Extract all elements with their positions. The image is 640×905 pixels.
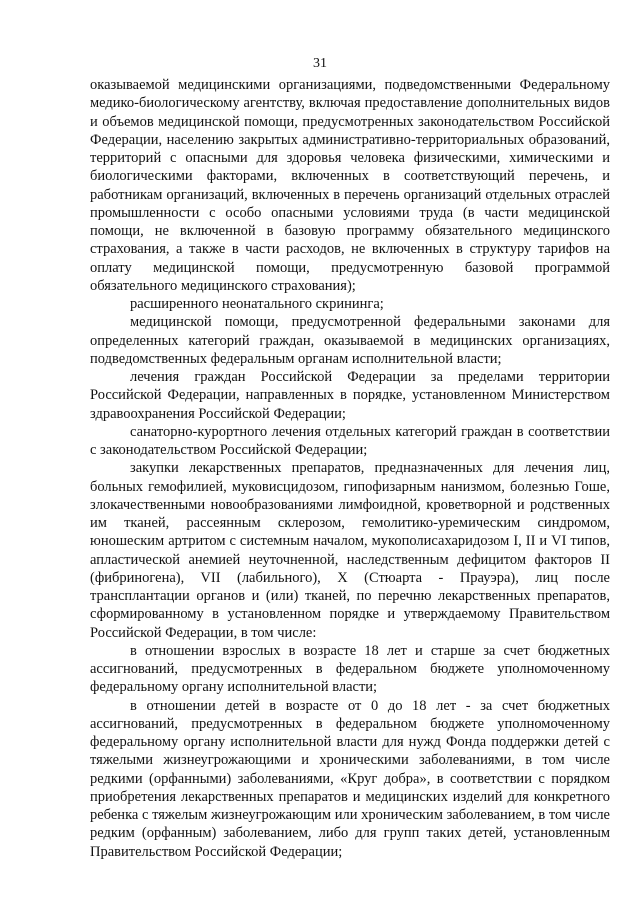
paragraph: закупки лекарственных препаратов, предназначенных для лечения лиц, больных гемофилией, муковисцидозом, гипофизарным нанизмом, болезнью Гоше, злокачественными новообразованиями лимфоидной, кроветворной и родственных им тканей, рассеянным склерозом, гемолитико-уремическим синдромом, юношеским артритом с системным началом, мукополисахаридозом I, II и VI типов, апластической анемией неуточненной, наследственным дефицитом факторов II (фибриногена), VII (лабильного), X (Стюарта - Прауэра), лиц после трансплантации органов и (или) тканей, по перечню лекарственных препаратов, сформированному в установленном порядке и утверждаемому Правительством Российской Федерации, в том числе: bbox=[90, 460, 610, 641]
paragraph: санаторно-курортного лечения отдельных категорий граждан в соответствии с законодательством Российской Федерации; bbox=[90, 423, 610, 458]
paragraph: в отношении взрослых в возрасте 18 лет и старше за счет бюджетных ассигнований, предусмотренных в федеральном бюджете уполномоченному федеральному органу исполнительной власти; bbox=[90, 642, 610, 696]
paragraph: лечения граждан Российской Федерации за пределами территории Российской Федерации, направленных в порядке, установленном Министерством здравоохранения Российской Федерации; bbox=[90, 369, 610, 422]
page-number: 31 bbox=[313, 56, 327, 71]
paragraph: медицинской помощи, предусмотренной федеральными законами для определенных категорий граждан, оказываемой в медицинских организациях, подведомственных федеральным органам исполнительной власти; bbox=[90, 314, 610, 367]
body-text bbox=[90, 76, 610, 861]
paragraph: оказываемой медицинскими организациями, подведомственными Федеральному медико-биологическому агентству, включая предоставление дополнительных видов и объемов медицинской помощи, предусмотренных законодательством Российской Федерации, населению закрытых административно-территориальных образований, территорий с опасными для здоровья человека физическими, химическими и биологическими факторами, включенных в соответствующий перечень, и работникам организаций, включенных в перечень организаций отдельных отраслей промышленности с особо опасными условиями труда (в части медицинской помощи, не включенной в базовую программу обязательного медицинского страхования, а также в части расходов, не включенных в структуру тарифов на оплату медицинской помощи, предусмотренную базовой программой обязательного медицинского страхования); bbox=[90, 77, 610, 294]
paragraph: в отношении детей в возрасте от 0 до 18 лет - за счет бюджетных ассигнований, предусмотренных в федеральном бюджете уполномоченному федеральному органу исполнительной власти для нужд Фонда поддержки детей с тяжелыми жизнеугрожающими и хроническими заболеваниями, в том числе редкими (орфанными) заболеваниями, «Круг добра», в соответствии с порядком приобретения лекарственных препаратов и медицинских изделий для конкретного ребенка с тяжелым жизнеугрожающим или хроническим заболеванием, в том числе редким (орфанным) заболеванием, либо для групп таких детей, установленным Правительством Российской Федерации; bbox=[90, 697, 610, 860]
paragraph: расширенного неонатального скрининга; bbox=[130, 296, 384, 312]
